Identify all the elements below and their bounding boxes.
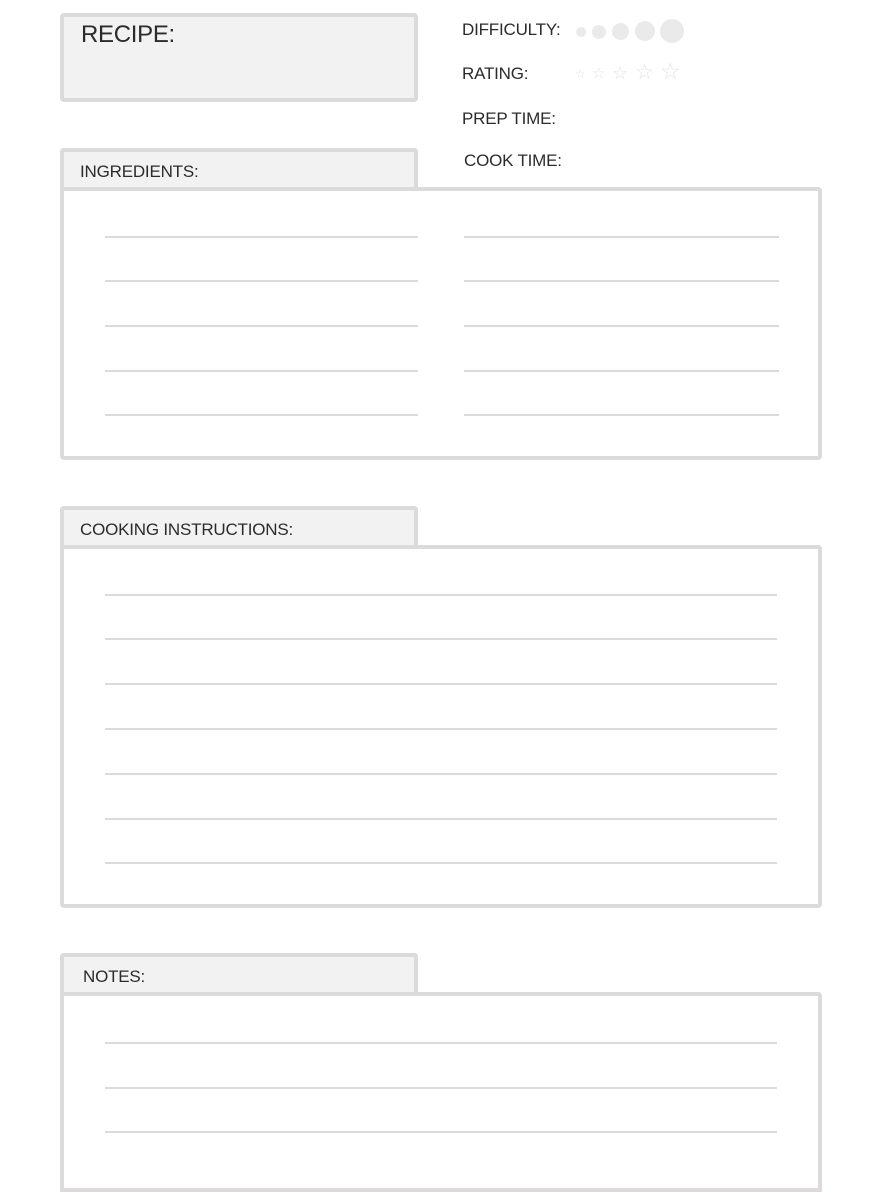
prep-time-label: PREP TIME:: [462, 109, 556, 128]
ingredients-line[interactable]: [464, 325, 779, 327]
instructions-line[interactable]: [105, 594, 777, 596]
instructions-line[interactable]: [105, 862, 777, 864]
ingredients-label: INGREDIENTS:: [80, 162, 199, 181]
star-icon[interactable]: ☆: [592, 65, 606, 82]
difficulty-rating[interactable]: [575, 17, 690, 45]
instructions-box[interactable]: [60, 545, 822, 908]
instructions-label: COOKING INSTRUCTIONS:: [80, 520, 294, 539]
notes-line[interactable]: [105, 1042, 777, 1044]
instructions-line[interactable]: [105, 818, 777, 820]
difficulty-circle-icon[interactable]: [660, 19, 684, 43]
difficulty-circle-icon[interactable]: [635, 21, 655, 41]
ingredients-line[interactable]: [464, 236, 779, 238]
star-icon[interactable]: ☆: [660, 58, 681, 84]
ingredients-line[interactable]: [105, 236, 418, 238]
difficulty-circle-icon[interactable]: [592, 25, 606, 39]
ingredients-line[interactable]: [464, 280, 779, 282]
notes-label: NOTES:: [83, 967, 146, 986]
star-icon[interactable]: ☆: [575, 67, 586, 81]
ingredients-line[interactable]: [105, 414, 418, 416]
notes-box[interactable]: [60, 992, 822, 1192]
difficulty-circle-icon[interactable]: [576, 27, 586, 37]
ingredients-line[interactable]: [105, 325, 418, 327]
ingredients-line[interactable]: [105, 370, 418, 372]
ingredients-line[interactable]: [464, 414, 779, 416]
instructions-line[interactable]: [105, 638, 777, 640]
notes-tab: [60, 953, 418, 995]
star-icon[interactable]: ☆: [612, 63, 629, 83]
recipe-label: RECIPE:: [81, 21, 175, 48]
recipe-title-box[interactable]: [60, 13, 418, 102]
ingredients-line[interactable]: [464, 370, 779, 372]
instructions-tab: [60, 506, 418, 548]
star-rating[interactable]: [572, 60, 692, 88]
ingredients-tab: [60, 148, 418, 190]
instructions-line[interactable]: [105, 773, 777, 775]
ingredients-line[interactable]: [105, 280, 418, 282]
cook-time-label: COOK TIME:: [464, 151, 562, 170]
ingredients-box[interactable]: [60, 187, 822, 460]
star-icon[interactable]: ☆: [635, 61, 654, 84]
rating-label: RATING:: [462, 64, 529, 83]
difficulty-label: DIFFICULTY:: [462, 20, 561, 39]
notes-line[interactable]: [105, 1087, 777, 1089]
difficulty-circle-icon[interactable]: [612, 23, 629, 40]
notes-line[interactable]: [105, 1131, 777, 1133]
instructions-line[interactable]: [105, 683, 777, 685]
instructions-line[interactable]: [105, 728, 777, 730]
